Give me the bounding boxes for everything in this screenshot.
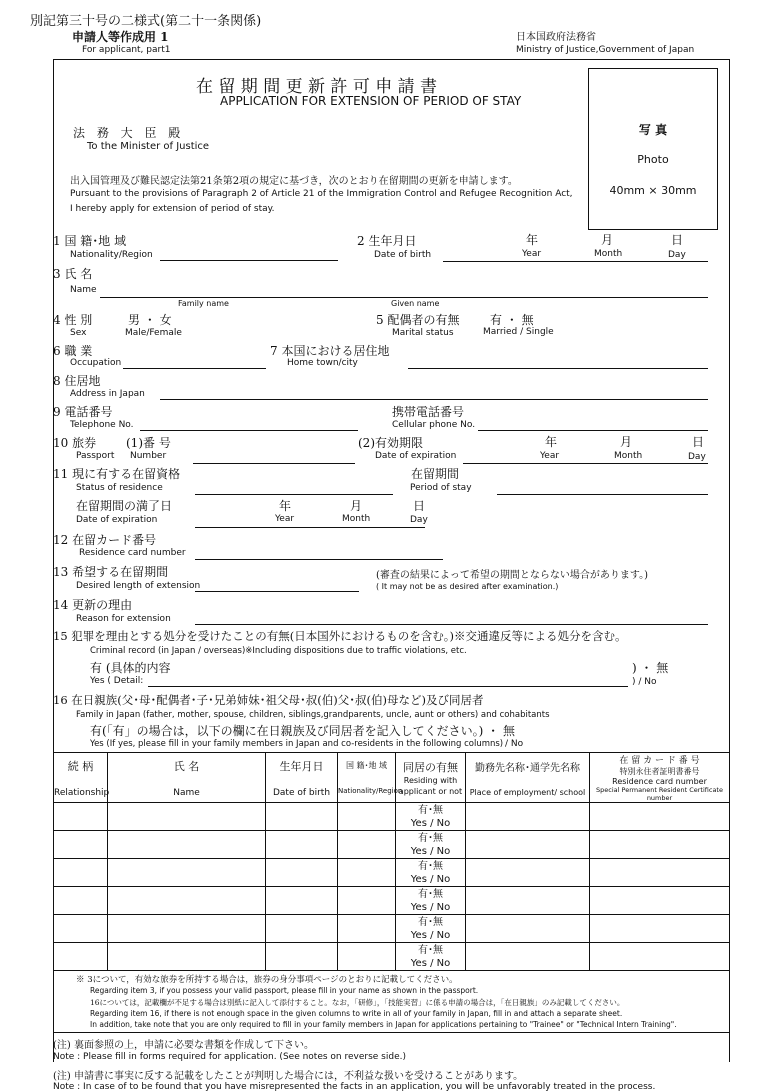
item15-label-jp: 15 犯罪を理由とする処分を受けたことの有無(日本国外におけるものを含む。)※交通違反等による処分を含む。 [53,629,627,643]
given-name-label: Given name [391,299,440,308]
note-2-en: Note : In case of to be found that you have misrepresented the facts in an application, you will be unfavorably treated in the process. [53,1082,656,1092]
table-header-row [54,753,730,803]
item3-label-jp: 3 氏 名 [53,267,93,281]
cell-nationality[interactable] [338,859,396,887]
footnote-2-en-2: In addition, take note that you are only required to fill in your family members in Japan for applications pertaining to "Trainee" or "Technical Intern Training". [90,1020,677,1029]
cell-card-number[interactable] [590,803,730,831]
family-yes-jp[interactable]: 有(「有」の場合は，以下の欄に在日親族及び同居者を記入してください。) ・ 無 [90,724,515,738]
date-of-birth-field[interactable] [443,261,708,262]
dob-month-jp: 月 [601,233,614,247]
item6-label-en: Occupation [70,358,122,368]
table-row [54,887,730,915]
expiry-date-field[interactable] [195,527,425,528]
cell-name[interactable] [108,859,266,887]
item10-label-en: Passport [76,451,115,461]
cell-residing[interactable]: 有･無 Yes / No [396,887,466,915]
expiry-label-jp: 在留期間の満了日 [76,499,173,513]
pp-month-en: Month [614,451,643,461]
family-yes-en: Yes (If yes, please fill in your family members in Japan and co-residents in the following columns) [90,739,504,749]
pp-day-jp: 日 [692,435,705,449]
part-label-en: For applicant, part1 [82,45,171,55]
status-of-residence-field[interactable] [195,494,393,495]
exp-year-jp: 年 [279,499,292,513]
telephone-field[interactable] [140,430,358,431]
item2-label-jp: 2 生年月日 [357,234,417,248]
col-nationality: 国 籍･地 域 Nationality/Region [338,753,396,803]
cell-relationship[interactable] [54,859,108,887]
cell-card-number[interactable] [590,943,730,971]
cell-nationality[interactable] [338,831,396,859]
item8-label-en: Address in Japan [70,389,145,399]
crime-no-en: ) / No [632,677,657,687]
cell-dob[interactable] [266,859,338,887]
footnote-1-en: Regarding item 3, if you possess your valid passport, please fill in your name as shown in the passport. [90,986,479,995]
photo-label-en: Photo [637,153,669,166]
photo-label-jp: 写 真 [638,123,668,137]
footnote-2-jp: 16については，記載欄が不足する場合は別紙に記入して添付すること。なお，「研修」，「技能実習」に係る申請の場合は，「在日親族」のみ記載してください。 [90,998,625,1007]
passport-number-jp: (1)番 号 [126,436,171,450]
item5-label-jp: 5 配偶者の有無 [376,313,460,327]
item7-label-en: Home town/city [287,358,358,368]
cell-card-number[interactable] [590,859,730,887]
cell-dob[interactable] [266,915,338,943]
item11-label-en: Status of residence [76,483,163,493]
marital-options-jp[interactable]: 有 ・ 無 [490,313,534,327]
marital-options-en: Married / Single [483,327,554,337]
col-card-number: 在 留 カ ー ド 番 号 特別永住者証明書番号 Residence card number Special Permanent Resident Certificate number [590,753,730,803]
passport-number-field[interactable] [193,463,355,464]
ministry-en: Ministry of Justice,Government of Japan [516,45,695,55]
crime-detail-field[interactable] [148,686,628,687]
item1-label-en: Nationality/Region [70,250,153,260]
table-row [54,859,730,887]
home-town-field[interactable] [408,368,708,369]
item8-label-jp: 8 住居地 [53,374,101,388]
cell-relationship[interactable] [54,831,108,859]
cell-card-number[interactable] [590,831,730,859]
pp-year-jp: 年 [545,435,558,449]
exp-month-jp: 月 [350,499,363,513]
item13-label-jp: 13 希望する在留期間 [53,565,169,579]
table-row [54,803,730,831]
preamble-en-1: Pursuant to the provisions of Paragraph 2 of Article 21 of the Immigration Control and Refugee Recognition Act, [70,189,573,199]
family-name-label: Family name [178,299,229,308]
col-residing: 同居の有無 Residing with applicant or not [396,753,466,803]
item15-label-en: Criminal record (in Japan / overseas)※Including dispositions due to traffic violations, etc. [90,646,467,656]
item6-label-jp: 6 職 業 [53,344,93,358]
item16-label-jp: 16 在日親族(父･母･配偶者･子･兄弟姉妹･祖父母･叔(伯)父･叔(伯)母など)及び同居者 [53,693,484,707]
desired-period-field[interactable] [195,591,359,592]
addressee-jp: 法 務 大 臣 殿 [73,126,185,140]
col-name: 氏 名 Name [108,753,266,803]
exp-day-jp: 日 [413,499,426,513]
form-number-title: 別記第三十号の二様式(第二十一条関係) [30,14,262,29]
pp-year-en: Year [540,451,560,461]
reason-field[interactable] [195,624,708,625]
dob-year-jp: 年 [526,233,539,247]
item12-label-jp: 12 在留カード番号 [53,533,157,547]
passport-number-en: Number [130,451,167,461]
col-dob: 生年月日 Date of birth [266,753,338,803]
cell-name[interactable] [108,831,266,859]
cell-card-number[interactable] [590,887,730,915]
item7-label-jp: 7 本国における居住地 [270,344,390,358]
exp-year-en: Year [275,514,295,524]
name-field[interactable] [100,297,708,298]
footnote-1-jp: ※ 3について，有効な旅券を所持する場合は，旅券の身分事項ページのとおりに記載してください。 [76,975,458,985]
preamble-jp: 出入国管理及び難民認定法第21条第2項の規定に基づき，次のとおり在留期間の更新を申請します。 [70,176,518,187]
cell-nationality[interactable] [338,887,396,915]
dob-year-en: Year [522,249,542,259]
period-label-jp: 在留期間 [411,467,460,481]
passport-expiry-en: Date of expiration [375,451,457,461]
cell-relationship[interactable] [54,915,108,943]
cell-employment[interactable] [466,831,590,859]
cell-residing[interactable]: 有･無 Yes / No [396,915,466,943]
item12-label-en: Residence card number [79,548,186,558]
cell-employment[interactable] [466,887,590,915]
cell-card-number[interactable] [590,915,730,943]
address-field[interactable] [160,399,708,400]
item2-label-en: Date of birth [374,250,432,260]
cell-employment[interactable] [466,943,590,971]
cell-relationship[interactable] [54,943,108,971]
cell-name[interactable] [108,943,266,971]
crime-yes-jp[interactable]: 有 (具体的内容 [90,661,171,675]
cell-dob[interactable] [266,887,338,915]
cell-residing[interactable]: 有･無 Yes / No [396,859,466,887]
note-1-jp: (注) 裏面参照の上，申請に必要な書類を作成して下さい。 [53,1040,314,1051]
exp-month-en: Month [342,514,371,524]
crime-no-jp[interactable]: ) ・ 無 [632,661,669,675]
col-employment: 勤務先名称･通学先名称 Place of employment/ school [466,753,590,803]
passport-expiry-field[interactable] [463,463,708,464]
cell-employment[interactable] [466,803,590,831]
residence-card-field[interactable] [195,559,443,560]
item1-label-jp: 1 国 籍･地 域 [53,234,127,248]
cell-relationship[interactable] [54,803,108,831]
table-row [54,915,730,943]
col-relationship: 続 柄 Relationship [54,753,108,803]
table-row [54,943,730,971]
item13-note-en: ( It may not be as desired after examination.) [376,582,559,591]
cell-dob[interactable] [266,803,338,831]
cellphone-field[interactable] [478,430,708,431]
sex-options-jp[interactable]: 男 ・ 女 [128,313,172,327]
cell-nationality[interactable] [338,803,396,831]
title-jp: 在 留 期 間 更 新 許 可 申 請 書 [196,77,438,97]
note-2-jp: (注) 申請書に事実に反する記載をしたことが判明した場合には，不利益な扱いを受けることがあります。 [53,1071,524,1082]
item5-label-en: Marital status [392,328,454,338]
note-1-en: Note : Please fill in forms required for application. (See notes on reverse side.) [53,1052,406,1062]
item9-label-en: Telephone No. [70,420,134,430]
footnote-2-en-1: Regarding item 16, if there is not enough space in the given columns to write in all of your family in Japan, fill in and attach a separate sheet. [90,1009,623,1018]
expiry-label-en: Date of expiration [76,515,158,525]
nationality-field[interactable] [160,260,338,261]
dob-month-en: Month [594,249,623,259]
family-no-en: / No [505,739,524,749]
crime-yes-en: Yes ( Detail: [90,676,144,686]
item4-label-en: Sex [70,328,87,338]
ministry-jp: 日本国政府法務省 [516,32,596,43]
item10-label-jp: 10 旅券 [53,436,97,450]
title-en: APPLICATION FOR EXTENSION OF PERIOD OF STAY [220,94,522,108]
cell-residing[interactable]: 有･無 Yes / No [396,943,466,971]
cell-nationality[interactable] [338,943,396,971]
cell-employment[interactable] [466,859,590,887]
occupation-field[interactable] [123,368,266,369]
period-of-stay-field[interactable] [497,494,708,495]
item3-label-en: Name [70,285,97,295]
frame-bottom [53,1032,729,1033]
cell-dob[interactable] [266,943,338,971]
cell-dob[interactable] [266,831,338,859]
item11-label-jp: 11 現に有する在留資格 [53,467,181,481]
exp-day-en: Day [410,515,428,525]
passport-expiry-jp: (2)有効期限 [358,436,423,450]
sex-options-en: Male/Female [125,328,182,338]
item13-note-jp: (審査の結果によって希望の期間とならない場合があります。) [376,570,649,581]
addressee-en: To the Minister of Justice [87,141,210,152]
item4-label-jp: 4 性 別 [53,313,93,327]
cell-residing[interactable]: 有･無 Yes / No [396,803,466,831]
cell-name[interactable] [108,803,266,831]
period-label-en: Period of stay [410,483,472,493]
item14-label-jp: 14 更新の理由 [53,598,133,612]
photo-box [588,68,718,230]
item16-label-en: Family in Japan (father, mother, spouse, children, siblings,grandparents, uncle, aunt or others) and cohabitants [76,710,550,720]
item13-label-en: Desired length of extension [76,581,201,591]
family-table [53,752,730,971]
table-row [54,831,730,859]
cell-label-jp: 携帯電話番号 [392,405,465,419]
cell-nationality[interactable] [338,915,396,943]
dob-day-en: Day [668,250,686,260]
cell-relationship[interactable] [54,887,108,915]
item14-label-en: Reason for extension [76,614,171,624]
pp-day-en: Day [688,452,706,462]
cell-employment[interactable] [466,915,590,943]
part-label-jp: 申請人等作成用 1 [72,30,169,44]
cell-label-en: Cellular phone No. [392,420,476,430]
dob-day-jp: 日 [671,233,684,247]
cell-name[interactable] [108,887,266,915]
photo-size: 40mm × 30mm [609,184,697,197]
preamble-en-2: I hereby apply for extension of period of stay. [70,204,275,214]
cell-residing[interactable]: 有･無 Yes / No [396,831,466,859]
item9-label-jp: 9 電話番号 [53,405,113,419]
cell-name[interactable] [108,915,266,943]
pp-month-jp: 月 [620,435,633,449]
